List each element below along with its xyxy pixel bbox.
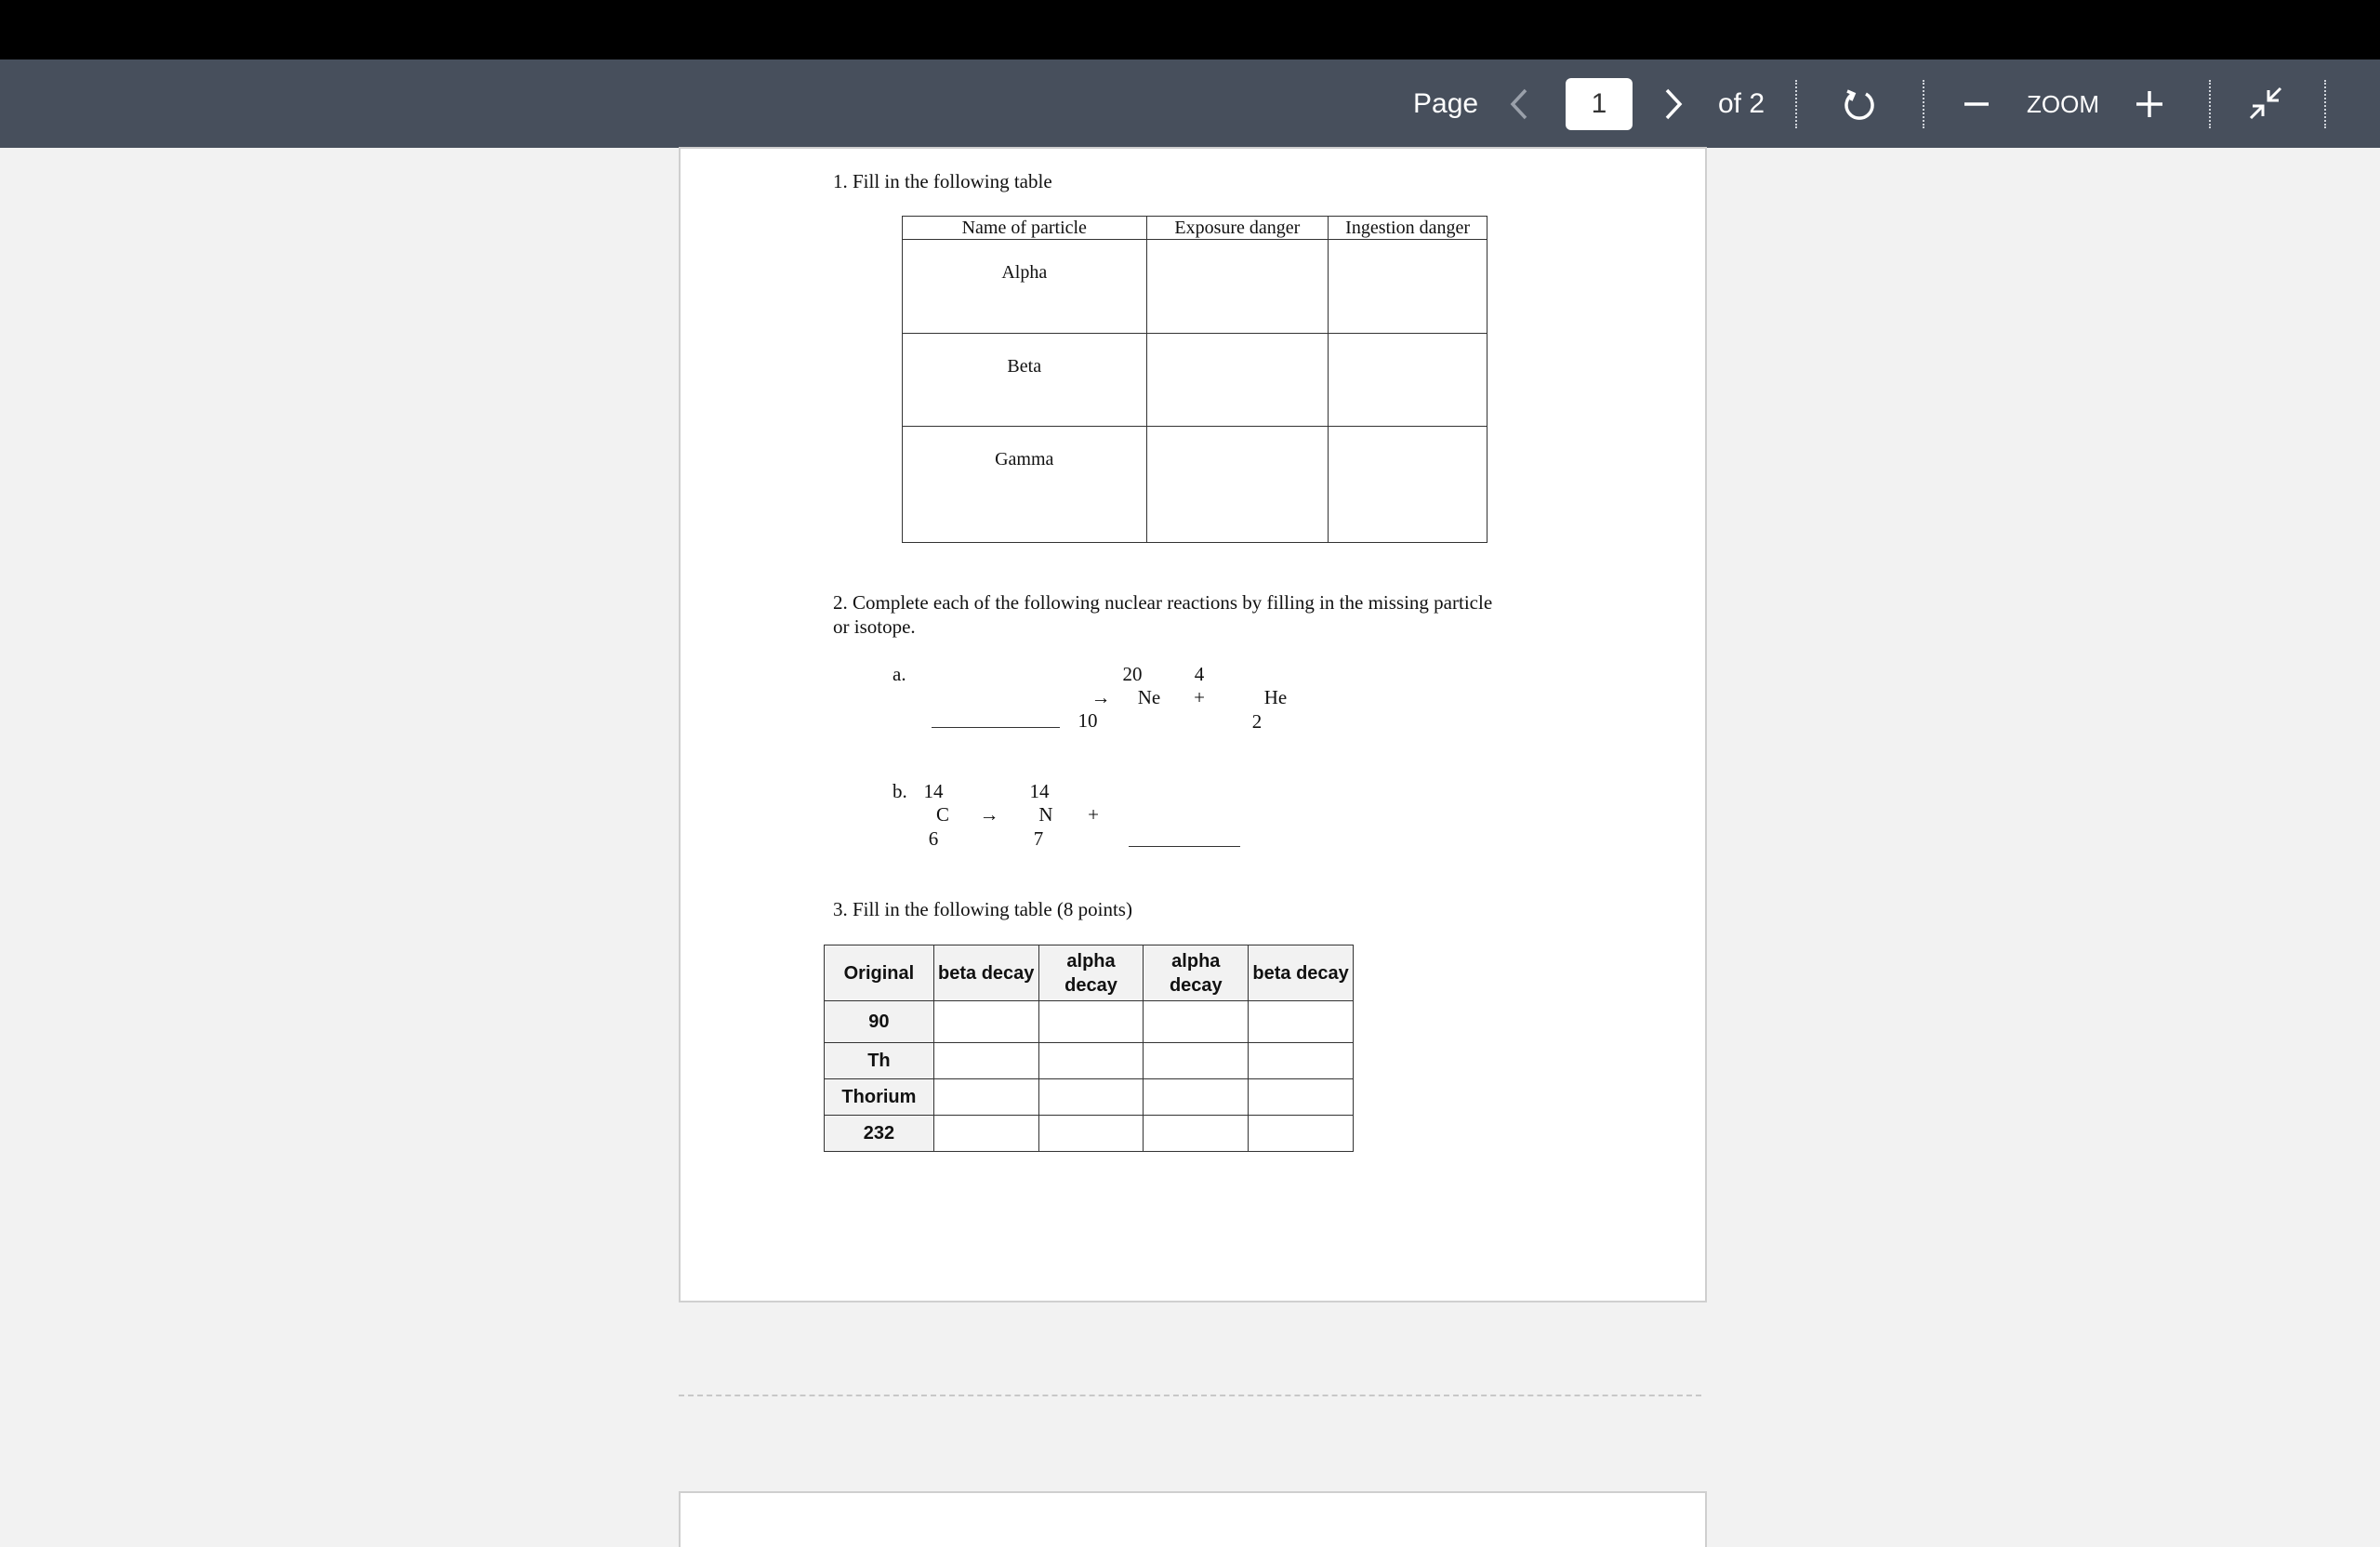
decay-cell[interactable] (1144, 1116, 1249, 1152)
chevron-left-icon (1510, 87, 1528, 121)
exit-fullscreen-button[interactable] (2244, 82, 2287, 125)
collapse-arrows-icon (2247, 85, 2284, 122)
page-break-divider (679, 1395, 1701, 1396)
particle-name-cell: Gamma (903, 427, 1147, 543)
c-atomic-number: 6 (928, 827, 939, 850)
page-label: Page (1413, 88, 1479, 119)
column-header: alpha decay (1038, 945, 1144, 1001)
decay-cell[interactable] (933, 1043, 1038, 1079)
question-2-prompt-line-2: or isotope. (833, 615, 916, 638)
original-cell: 232 (825, 1116, 934, 1152)
c-mass-number: 14 (923, 780, 944, 802)
prev-page-button[interactable] (1501, 84, 1538, 125)
question-3-prompt: 3. Fill in the following table (8 points) (833, 898, 1132, 920)
he-mass-number: 4 (1194, 663, 1205, 685)
decay-cell[interactable] (1249, 1043, 1354, 1079)
page-count: of 2 (1718, 88, 1765, 119)
reaction-a-label: a. (892, 663, 906, 685)
reaction-arrow: → (1091, 686, 1111, 708)
ne-mass-number: 20 (1122, 663, 1143, 685)
zoom-in-button[interactable] (2131, 84, 2168, 125)
toolbar-separator (2209, 80, 2211, 128)
document-page-1 (679, 147, 1707, 1302)
plus-sign: + (1088, 803, 1099, 826)
exposure-cell[interactable] (1146, 240, 1329, 334)
ne-atomic-number: 10 (1078, 709, 1098, 732)
c-symbol: C (935, 803, 950, 826)
top-black-bar (0, 0, 2380, 60)
particle-name-cell: Alpha (903, 240, 1147, 334)
minus-icon (1963, 90, 1990, 118)
particle-table (902, 216, 1488, 543)
decay-cell[interactable] (1144, 1079, 1249, 1116)
column-header: Original (825, 945, 934, 1001)
he-symbol: He (1263, 686, 1288, 708)
reaction-b-label: b. (892, 780, 907, 802)
next-page-button[interactable] (1655, 84, 1692, 125)
decay-table (824, 945, 1354, 1152)
chevron-right-icon (1664, 87, 1683, 121)
exposure-cell[interactable] (1146, 334, 1329, 427)
decay-cell[interactable] (933, 1001, 1038, 1043)
decay-cell[interactable] (1249, 1116, 1354, 1152)
toolbar-separator (1795, 80, 1797, 128)
question-2-prompt-line-1: 2. Complete each of the following nuclear reactions by filling in the missing particle (833, 591, 1493, 614)
column-header: beta decay (933, 945, 1038, 1001)
plus-icon (2135, 89, 2164, 119)
column-header: alpha decay (1144, 945, 1249, 1001)
column-header: Exposure danger (1146, 217, 1329, 240)
toolbar-separator (1923, 80, 1924, 128)
reaction-b-answer-blank[interactable] (1129, 846, 1240, 847)
viewer-toolbar (0, 60, 2380, 148)
n-atomic-number: 7 (1033, 827, 1044, 850)
decay-cell[interactable] (1038, 1043, 1144, 1079)
decay-cell[interactable] (1144, 1043, 1249, 1079)
exposure-cell[interactable] (1146, 427, 1329, 543)
particle-name-cell: Beta (903, 334, 1147, 427)
toolbar-separator (2324, 80, 2326, 128)
reaction-a-answer-blank[interactable] (932, 727, 1060, 728)
ingestion-cell[interactable] (1329, 427, 1488, 543)
question-1-prompt: 1. Fill in the following table (833, 170, 1052, 192)
decay-cell[interactable] (1038, 1001, 1144, 1043)
document-page-2 (679, 1491, 1707, 1547)
original-cell: Th (825, 1043, 934, 1079)
plus-sign: + (1194, 686, 1205, 708)
decay-cell[interactable] (933, 1079, 1038, 1116)
zoom-out-button[interactable] (1958, 84, 1995, 125)
ne-symbol: Ne (1137, 686, 1161, 708)
original-cell: 90 (825, 1001, 934, 1043)
rotate-button[interactable] (1839, 84, 1880, 125)
zoom-label: ZOOM (2027, 89, 2099, 118)
decay-cell[interactable] (1249, 1001, 1354, 1043)
column-header: Name of particle (903, 217, 1147, 240)
decay-cell[interactable] (1038, 1116, 1144, 1152)
page-number-input[interactable]: 1 (1566, 78, 1633, 130)
decay-cell[interactable] (933, 1116, 1038, 1152)
rotate-icon (1841, 86, 1878, 123)
he-atomic-number: 2 (1251, 710, 1263, 733)
decay-cell[interactable] (1038, 1079, 1144, 1116)
n-mass-number: 14 (1029, 780, 1050, 802)
reaction-arrow: → (979, 803, 999, 826)
ingestion-cell[interactable] (1329, 240, 1488, 334)
decay-cell[interactable] (1249, 1079, 1354, 1116)
column-header: Ingestion danger (1329, 217, 1488, 240)
ingestion-cell[interactable] (1329, 334, 1488, 427)
column-header: beta decay (1249, 945, 1354, 1001)
original-cell: Thorium (825, 1079, 934, 1116)
decay-cell[interactable] (1144, 1001, 1249, 1043)
n-symbol: N (1038, 803, 1053, 826)
